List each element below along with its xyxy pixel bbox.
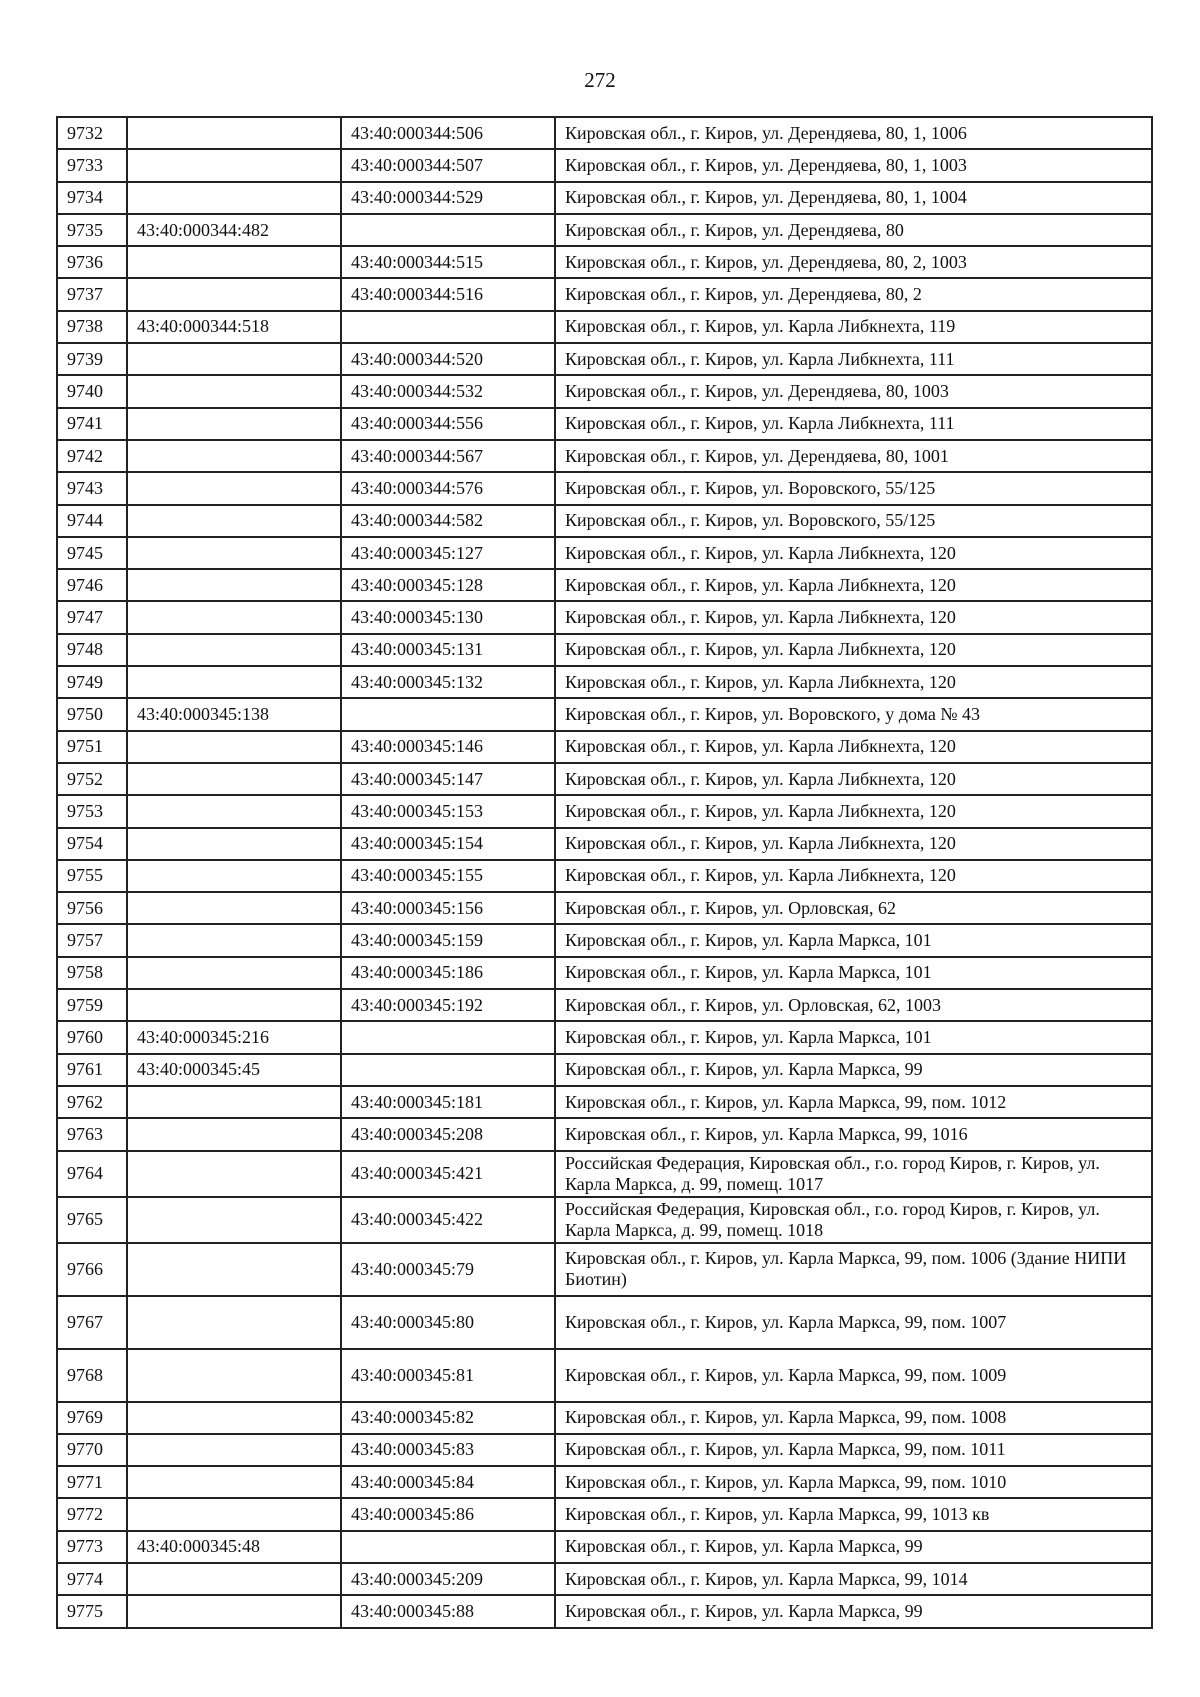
address-cell: Кировская обл., г. Киров, ул. Дерендяева, 80, 1, 1004 (555, 182, 1152, 214)
land-cadastral-cell (127, 1243, 341, 1296)
land-cadastral-cell: 43:40:000345:48 (127, 1531, 341, 1563)
land-cadastral-cell (127, 1296, 341, 1349)
table-row (57, 1151, 1152, 1197)
object-cadastral-cell: 43:40:000345:83 (341, 1434, 555, 1466)
row-number-cell: 9757 (57, 924, 127, 956)
table-row (57, 569, 1152, 601)
row-number-cell: 9760 (57, 1021, 127, 1053)
object-cadastral-cell (341, 214, 555, 246)
land-cadastral-cell: 43:40:000345:138 (127, 698, 341, 730)
table-row (57, 117, 1152, 149)
row-number-cell: 9741 (57, 408, 127, 440)
address-cell: Кировская обл., г. Киров, ул. Воровского, у дома № 43 (555, 698, 1152, 730)
land-cadastral-cell (127, 440, 341, 472)
address-cell: Кировская обл., г. Киров, ул. Карла Маркса, 99, пом. 1006 (Здание НИПИ Биотин) (555, 1243, 1152, 1296)
land-cadastral-cell (127, 246, 341, 278)
table-row (57, 892, 1152, 924)
table-row (57, 1466, 1152, 1498)
table-row (57, 795, 1152, 827)
row-number-cell: 9742 (57, 440, 127, 472)
table-row (57, 472, 1152, 504)
address-cell: Кировская обл., г. Киров, ул. Карла Маркса, 101 (555, 1021, 1152, 1053)
land-cadastral-cell: 43:40:000345:216 (127, 1021, 341, 1053)
table-row (57, 278, 1152, 310)
land-cadastral-cell (127, 117, 341, 149)
object-cadastral-cell: 43:40:000345:81 (341, 1349, 555, 1402)
table-row (57, 924, 1152, 956)
address-cell: Кировская обл., г. Киров, ул. Карла Маркса, 101 (555, 957, 1152, 989)
row-number-cell: 9758 (57, 957, 127, 989)
address-cell: Кировская обл., г. Киров, ул. Карла Либкнехта, 120 (555, 569, 1152, 601)
table-row (57, 1595, 1152, 1627)
object-cadastral-cell (341, 1531, 555, 1563)
address-cell: Кировская обл., г. Киров, ул. Карла Либкнехта, 120 (555, 763, 1152, 795)
address-cell: Кировская обл., г. Киров, ул. Дерендяева, 80, 2 (555, 278, 1152, 310)
table-row (57, 989, 1152, 1021)
land-cadastral-cell (127, 408, 341, 440)
row-number-cell: 9743 (57, 472, 127, 504)
land-cadastral-cell (127, 989, 341, 1021)
table-row (57, 1563, 1152, 1595)
row-number-cell: 9759 (57, 989, 127, 1021)
object-cadastral-cell: 43:40:000344:567 (341, 440, 555, 472)
object-cadastral-cell: 43:40:000345:127 (341, 537, 555, 569)
table-row (57, 828, 1152, 860)
address-cell: Кировская обл., г. Киров, ул. Карла Либкнехта, 119 (555, 311, 1152, 343)
object-cadastral-cell: 43:40:000344:556 (341, 408, 555, 440)
row-number-cell: 9745 (57, 537, 127, 569)
land-cadastral-cell (127, 375, 341, 407)
table-row (57, 1349, 1152, 1402)
address-cell: Кировская обл., г. Киров, ул. Дерендяева, 80, 1001 (555, 440, 1152, 472)
object-cadastral-cell: 43:40:000345:147 (341, 763, 555, 795)
object-cadastral-cell: 43:40:000345:421 (341, 1151, 555, 1197)
table-row (57, 601, 1152, 633)
table-row (57, 666, 1152, 698)
land-cadastral-cell (127, 860, 341, 892)
object-cadastral-cell (341, 698, 555, 730)
object-cadastral-cell: 43:40:000344:507 (341, 149, 555, 181)
row-number-cell: 9773 (57, 1531, 127, 1563)
address-cell: Российская Федерация, Кировская обл., г.о. город Киров, г. Киров, ул. Карла Маркса, д. 99, помещ. 1018 (555, 1197, 1152, 1243)
address-cell: Кировская обл., г. Киров, ул. Воровского, 55/125 (555, 472, 1152, 504)
row-number-cell: 9765 (57, 1197, 127, 1243)
address-cell: Кировская обл., г. Киров, ул. Карла Маркса, 99 (555, 1054, 1152, 1086)
address-cell: Кировская обл., г. Киров, ул. Карла Маркса, 99, пом. 1009 (555, 1349, 1152, 1402)
row-number-cell: 9736 (57, 246, 127, 278)
row-number-cell: 9733 (57, 149, 127, 181)
land-cadastral-cell (127, 666, 341, 698)
row-number-cell: 9754 (57, 828, 127, 860)
land-cadastral-cell (127, 472, 341, 504)
row-number-cell: 9744 (57, 505, 127, 537)
land-cadastral-cell (127, 601, 341, 633)
table-row (57, 182, 1152, 214)
table-row (57, 1402, 1152, 1434)
address-cell: Кировская обл., г. Киров, ул. Карла Либкнехта, 111 (555, 408, 1152, 440)
row-number-cell: 9739 (57, 343, 127, 375)
address-cell: Кировская обл., г. Киров, ул. Карла Либкнехта, 120 (555, 795, 1152, 827)
address-cell: Кировская обл., г. Киров, ул. Карла Маркса, 99, 1016 (555, 1118, 1152, 1150)
row-number-cell: 9764 (57, 1151, 127, 1197)
object-cadastral-cell: 43:40:000345:155 (341, 860, 555, 892)
object-cadastral-cell: 43:40:000345:422 (341, 1197, 555, 1243)
land-cadastral-cell (127, 1563, 341, 1595)
land-cadastral-cell (127, 1197, 341, 1243)
object-cadastral-cell: 43:40:000345:132 (341, 666, 555, 698)
table-row (57, 311, 1152, 343)
object-cadastral-cell: 43:40:000345:128 (341, 569, 555, 601)
address-cell: Кировская обл., г. Киров, ул. Карла Либкнехта, 120 (555, 666, 1152, 698)
row-number-cell: 9770 (57, 1434, 127, 1466)
row-number-cell: 9762 (57, 1086, 127, 1118)
row-number-cell: 9740 (57, 375, 127, 407)
table-row (57, 343, 1152, 375)
row-number-cell: 9732 (57, 117, 127, 149)
address-cell: Кировская обл., г. Киров, ул. Карла Маркса, 101 (555, 924, 1152, 956)
object-cadastral-cell: 43:40:000345:156 (341, 892, 555, 924)
object-cadastral-cell: 43:40:000344:576 (341, 472, 555, 504)
land-cadastral-cell (127, 1595, 341, 1627)
row-number-cell: 9750 (57, 698, 127, 730)
table-row (57, 1243, 1152, 1296)
object-cadastral-cell: 43:40:000345:153 (341, 795, 555, 827)
row-number-cell: 9748 (57, 634, 127, 666)
object-cadastral-cell: 43:40:000345:159 (341, 924, 555, 956)
object-cadastral-cell: 43:40:000345:131 (341, 634, 555, 666)
address-cell: Кировская обл., г. Киров, ул. Карла Либкнехта, 111 (555, 343, 1152, 375)
table-row (57, 440, 1152, 472)
row-number-cell: 9766 (57, 1243, 127, 1296)
land-cadastral-cell (127, 1498, 341, 1530)
address-cell: Кировская обл., г. Киров, ул. Дерендяева, 80, 1, 1006 (555, 117, 1152, 149)
address-cell: Кировская обл., г. Киров, ул. Орловская, 62, 1003 (555, 989, 1152, 1021)
row-number-cell: 9772 (57, 1498, 127, 1530)
land-cadastral-cell (127, 763, 341, 795)
land-cadastral-cell (127, 1118, 341, 1150)
object-cadastral-cell: 43:40:000344:515 (341, 246, 555, 278)
table-row (57, 1434, 1152, 1466)
land-cadastral-cell (127, 182, 341, 214)
land-cadastral-cell (127, 278, 341, 310)
registry-table-body (57, 117, 1152, 1628)
object-cadastral-cell: 43:40:000345:192 (341, 989, 555, 1021)
table-row (57, 957, 1152, 989)
table-row (57, 860, 1152, 892)
row-number-cell: 9753 (57, 795, 127, 827)
row-number-cell: 9738 (57, 311, 127, 343)
land-cadastral-cell (127, 537, 341, 569)
land-cadastral-cell (127, 1466, 341, 1498)
object-cadastral-cell: 43:40:000345:86 (341, 1498, 555, 1530)
row-number-cell: 9767 (57, 1296, 127, 1349)
object-cadastral-cell: 43:40:000345:79 (341, 1243, 555, 1296)
land-cadastral-cell (127, 892, 341, 924)
row-number-cell: 9775 (57, 1595, 127, 1627)
object-cadastral-cell: 43:40:000344:529 (341, 182, 555, 214)
object-cadastral-cell: 43:40:000344:516 (341, 278, 555, 310)
table-row (57, 634, 1152, 666)
row-number-cell: 9756 (57, 892, 127, 924)
object-cadastral-cell: 43:40:000344:506 (341, 117, 555, 149)
row-number-cell: 9749 (57, 666, 127, 698)
address-cell: Кировская обл., г. Киров, ул. Карла Маркса, 99, пом. 1011 (555, 1434, 1152, 1466)
table-row (57, 1531, 1152, 1563)
land-cadastral-cell: 43:40:000344:482 (127, 214, 341, 246)
row-number-cell: 9761 (57, 1054, 127, 1086)
land-cadastral-cell (127, 149, 341, 181)
address-cell: Кировская обл., г. Киров, ул. Орловская, 62 (555, 892, 1152, 924)
land-cadastral-cell (127, 957, 341, 989)
object-cadastral-cell (341, 1021, 555, 1053)
row-number-cell: 9746 (57, 569, 127, 601)
object-cadastral-cell: 43:40:000345:186 (341, 957, 555, 989)
table-row (57, 246, 1152, 278)
object-cadastral-cell: 43:40:000345:82 (341, 1402, 555, 1434)
table-row (57, 149, 1152, 181)
object-cadastral-cell: 43:40:000345:181 (341, 1086, 555, 1118)
address-cell: Кировская обл., г. Киров, ул. Дерендяева, 80, 1, 1003 (555, 149, 1152, 181)
object-cadastral-cell: 43:40:000345:84 (341, 1466, 555, 1498)
row-number-cell: 9735 (57, 214, 127, 246)
land-cadastral-cell (127, 1349, 341, 1402)
land-cadastral-cell: 43:40:000345:45 (127, 1054, 341, 1086)
table-row (57, 505, 1152, 537)
land-cadastral-cell (127, 731, 341, 763)
address-cell: Кировская обл., г. Киров, ул. Дерендяева, 80, 2, 1003 (555, 246, 1152, 278)
address-cell: Кировская обл., г. Киров, ул. Карла Либкнехта, 120 (555, 828, 1152, 860)
address-cell: Кировская обл., г. Киров, ул. Дерендяева, 80 (555, 214, 1152, 246)
address-cell: Кировская обл., г. Киров, ул. Карла Маркса, 99, пом. 1012 (555, 1086, 1152, 1118)
object-cadastral-cell: 43:40:000345:88 (341, 1595, 555, 1627)
table-row (57, 1197, 1152, 1243)
row-number-cell: 9734 (57, 182, 127, 214)
address-cell: Кировская обл., г. Киров, ул. Карла Маркса, 99 (555, 1531, 1152, 1563)
land-cadastral-cell (127, 1151, 341, 1197)
address-cell: Кировская обл., г. Киров, ул. Карла Либкнехта, 120 (555, 860, 1152, 892)
table-row (57, 408, 1152, 440)
address-cell: Кировская обл., г. Киров, ул. Карла Маркса, 99, 1014 (555, 1563, 1152, 1595)
table-row (57, 214, 1152, 246)
row-number-cell: 9774 (57, 1563, 127, 1595)
row-number-cell: 9771 (57, 1466, 127, 1498)
address-cell: Кировская обл., г. Киров, ул. Карла Маркса, 99, пом. 1007 (555, 1296, 1152, 1349)
address-cell: Кировская обл., г. Киров, ул. Карла Маркса, 99, пом. 1008 (555, 1402, 1152, 1434)
table-row (57, 731, 1152, 763)
table-row (57, 1296, 1152, 1349)
row-number-cell: 9751 (57, 731, 127, 763)
object-cadastral-cell: 43:40:000345:209 (341, 1563, 555, 1595)
land-cadastral-cell (127, 828, 341, 860)
row-number-cell: 9737 (57, 278, 127, 310)
table-row (57, 1498, 1152, 1530)
address-cell: Кировская обл., г. Киров, ул. Карла Либкнехта, 120 (555, 537, 1152, 569)
address-cell: Российская Федерация, Кировская обл., г.о. город Киров, г. Киров, ул. Карла Маркса, д. 99, помещ. 1017 (555, 1151, 1152, 1197)
land-cadastral-cell (127, 795, 341, 827)
address-cell: Кировская обл., г. Киров, ул. Дерендяева, 80, 1003 (555, 375, 1152, 407)
table-row (57, 1118, 1152, 1150)
land-cadastral-cell (127, 1402, 341, 1434)
row-number-cell: 9763 (57, 1118, 127, 1150)
object-cadastral-cell: 43:40:000345:146 (341, 731, 555, 763)
table-row (57, 1021, 1152, 1053)
page-number: 272 (584, 68, 616, 92)
land-cadastral-cell (127, 505, 341, 537)
address-cell: Кировская обл., г. Киров, ул. Карла Маркса, 99, 1013 кв (555, 1498, 1152, 1530)
object-cadastral-cell: 43:40:000345:80 (341, 1296, 555, 1349)
registry-table (56, 116, 1153, 1629)
object-cadastral-cell: 43:40:000344:520 (341, 343, 555, 375)
land-cadastral-cell (127, 1086, 341, 1118)
row-number-cell: 9769 (57, 1402, 127, 1434)
row-number-cell: 9752 (57, 763, 127, 795)
land-cadastral-cell (127, 343, 341, 375)
table-row (57, 698, 1152, 730)
land-cadastral-cell: 43:40:000344:518 (127, 311, 341, 343)
land-cadastral-cell (127, 1434, 341, 1466)
land-cadastral-cell (127, 569, 341, 601)
table-row (57, 375, 1152, 407)
object-cadastral-cell: 43:40:000344:582 (341, 505, 555, 537)
table-row (57, 537, 1152, 569)
object-cadastral-cell (341, 311, 555, 343)
address-cell: Кировская обл., г. Киров, ул. Воровского, 55/125 (555, 505, 1152, 537)
address-cell: Кировская обл., г. Киров, ул. Карла Либкнехта, 120 (555, 601, 1152, 633)
row-number-cell: 9755 (57, 860, 127, 892)
table-row (57, 1054, 1152, 1086)
object-cadastral-cell (341, 1054, 555, 1086)
address-cell: Кировская обл., г. Киров, ул. Карла Либкнехта, 120 (555, 634, 1152, 666)
object-cadastral-cell: 43:40:000344:532 (341, 375, 555, 407)
address-cell: Кировская обл., г. Киров, ул. Карла Маркса, 99, пом. 1010 (555, 1466, 1152, 1498)
object-cadastral-cell: 43:40:000345:208 (341, 1118, 555, 1150)
address-cell: Кировская обл., г. Киров, ул. Карла Маркса, 99 (555, 1595, 1152, 1627)
table-row (57, 763, 1152, 795)
object-cadastral-cell: 43:40:000345:130 (341, 601, 555, 633)
object-cadastral-cell: 43:40:000345:154 (341, 828, 555, 860)
land-cadastral-cell (127, 924, 341, 956)
land-cadastral-cell (127, 634, 341, 666)
table-row (57, 1086, 1152, 1118)
address-cell: Кировская обл., г. Киров, ул. Карла Либкнехта, 120 (555, 731, 1152, 763)
row-number-cell: 9768 (57, 1349, 127, 1402)
row-number-cell: 9747 (57, 601, 127, 633)
